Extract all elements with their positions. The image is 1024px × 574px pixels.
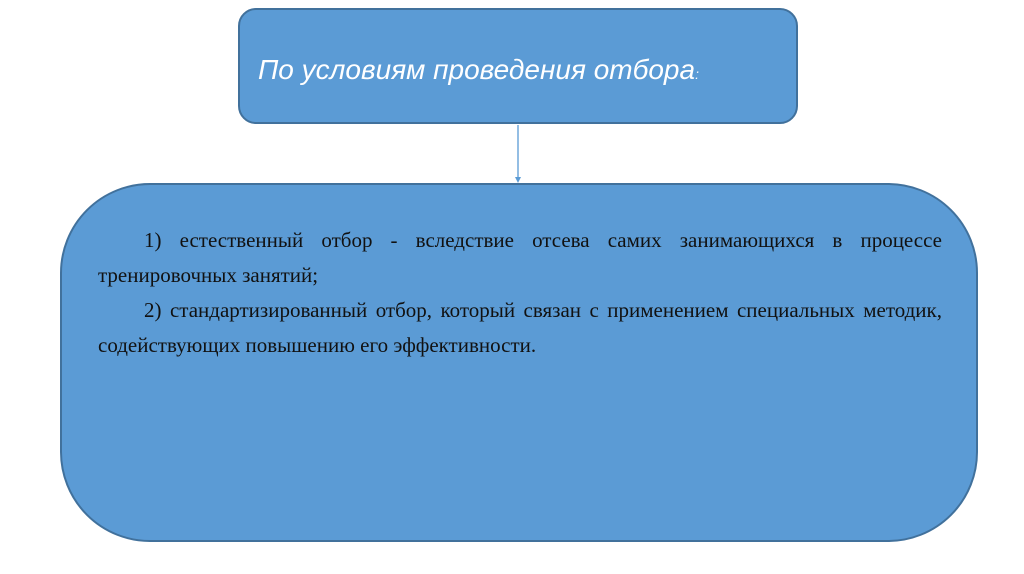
content-item-2: 2) стандартизированный отбор, который связан с применением специальных методик, содействующих повышению его эффективности.	[98, 298, 942, 357]
content-text	[98, 223, 942, 363]
header-title-text: По условиям проведения отбора	[258, 54, 696, 85]
header-title	[258, 54, 699, 86]
content-item-1: 1) естественный отбор - вследствие отсева самих занимающихся в процессе тренировочных занятий;	[98, 228, 942, 287]
header-title-colon: :	[695, 66, 699, 82]
header-box	[238, 8, 798, 124]
content-box	[60, 183, 978, 542]
